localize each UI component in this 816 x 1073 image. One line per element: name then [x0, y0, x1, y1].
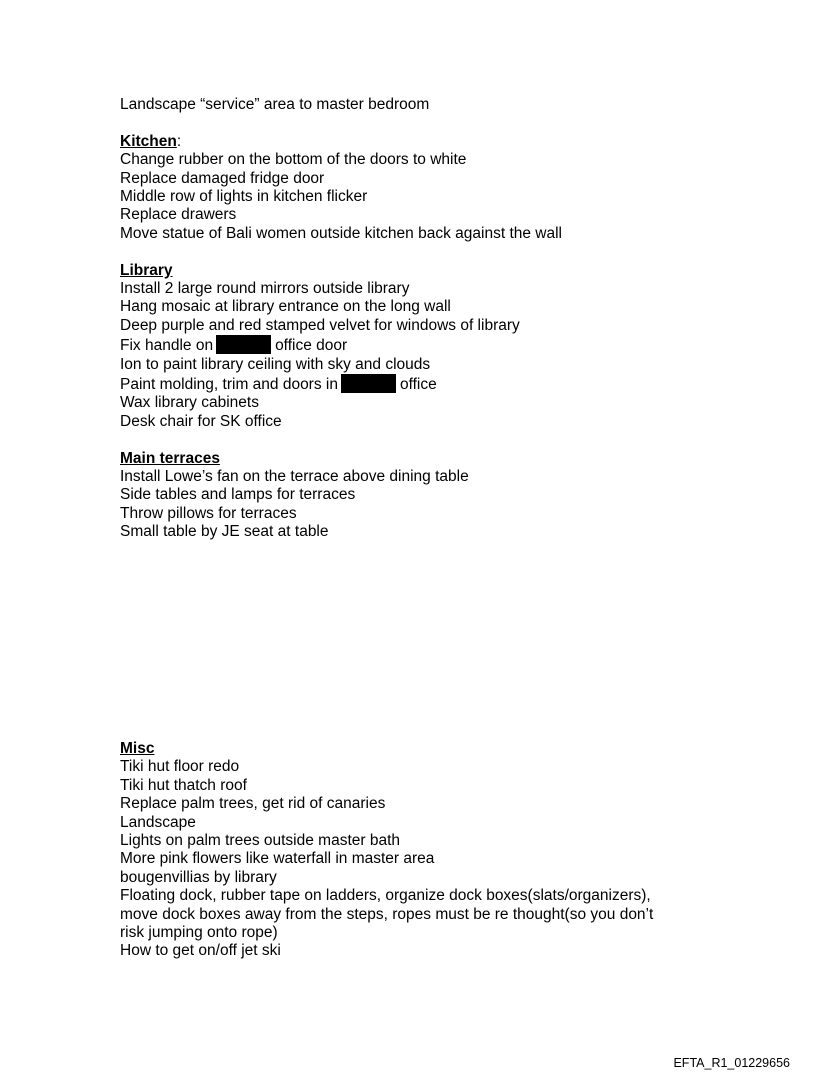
list-item: Install Lowe’s fan on the terrace above dining table — [120, 468, 469, 486]
list-item: Lights on palm trees outside master bath — [120, 832, 401, 850]
list-item: Wax library cabinets — [120, 394, 259, 412]
list-item: Floating dock, rubber tape on ladders, organize dock boxes(slats/organizers), — [120, 887, 651, 905]
fix-handle-text-end: office door — [275, 337, 348, 355]
list-item: Middle row of lights in kitchen flicker — [120, 188, 368, 206]
list-item: Replace damaged fridge door — [120, 169, 325, 187]
kitchen-colon: : — [176, 132, 182, 150]
spacer — [120, 243, 760, 261]
list-item: Small table by JE seat at table — [120, 523, 329, 541]
misc-heading: Misc — [120, 740, 155, 757]
list-item: Side tables and lamps for terraces — [120, 486, 356, 504]
list-item: Landscape — [120, 813, 196, 831]
list-item: Tiki hut floor redo — [120, 758, 240, 776]
intro-line: Landscape “service” area to master bedroom — [120, 96, 430, 113]
kitchen-heading-line — [120, 133, 760, 151]
misc-section — [120, 740, 760, 961]
list-item: risk jumping onto rope) — [120, 924, 278, 942]
fix-handle-text: Fix handle on — [120, 337, 214, 355]
redaction-box — [341, 374, 396, 393]
paint-molding-text: Paint molding, trim and doors in — [120, 376, 338, 394]
spacer — [120, 114, 760, 132]
list-item-fix-handle — [120, 335, 760, 355]
list-item-paint-molding — [120, 374, 760, 394]
redaction-box — [216, 335, 271, 354]
list-item: Desk chair for SK office — [120, 412, 282, 430]
list-item: Ion to paint library ceiling with sky and clouds — [120, 355, 431, 373]
document-body — [120, 96, 760, 542]
document-id-footer: EFTA_R1_01229656 — [673, 1056, 790, 1070]
list-item: bougenvillias by library — [120, 868, 277, 886]
list-item: Install 2 large round mirrors outside library — [120, 280, 410, 298]
paint-molding-text-end: office — [399, 376, 437, 394]
list-item: Replace palm trees, get rid of canaries — [120, 795, 386, 813]
library-heading: Library — [120, 261, 173, 279]
kitchen-heading: Kitchen — [120, 132, 177, 150]
list-item: move dock boxes away from the steps, ropes must be re thought(so you don’t — [120, 905, 654, 923]
list-item: Throw pillows for terraces — [120, 504, 297, 522]
list-item: More pink flowers like waterfall in master area — [120, 850, 435, 868]
list-item: Hang mosaic at library entrance on the long wall — [120, 298, 451, 316]
list-item: Move statue of Bali women outside kitchen back against the wall — [120, 224, 562, 242]
list-item: Change rubber on the bottom of the doors to white — [120, 151, 467, 169]
spacer — [120, 431, 760, 449]
list-item: Tiki hut thatch roof — [120, 776, 247, 794]
list-item: Deep purple and red stamped velvet for windows of library — [120, 316, 520, 334]
list-item: Replace drawers — [120, 206, 237, 224]
list-item: How to get on/off jet ski — [120, 942, 281, 960]
terraces-heading: Main terraces — [120, 449, 220, 467]
